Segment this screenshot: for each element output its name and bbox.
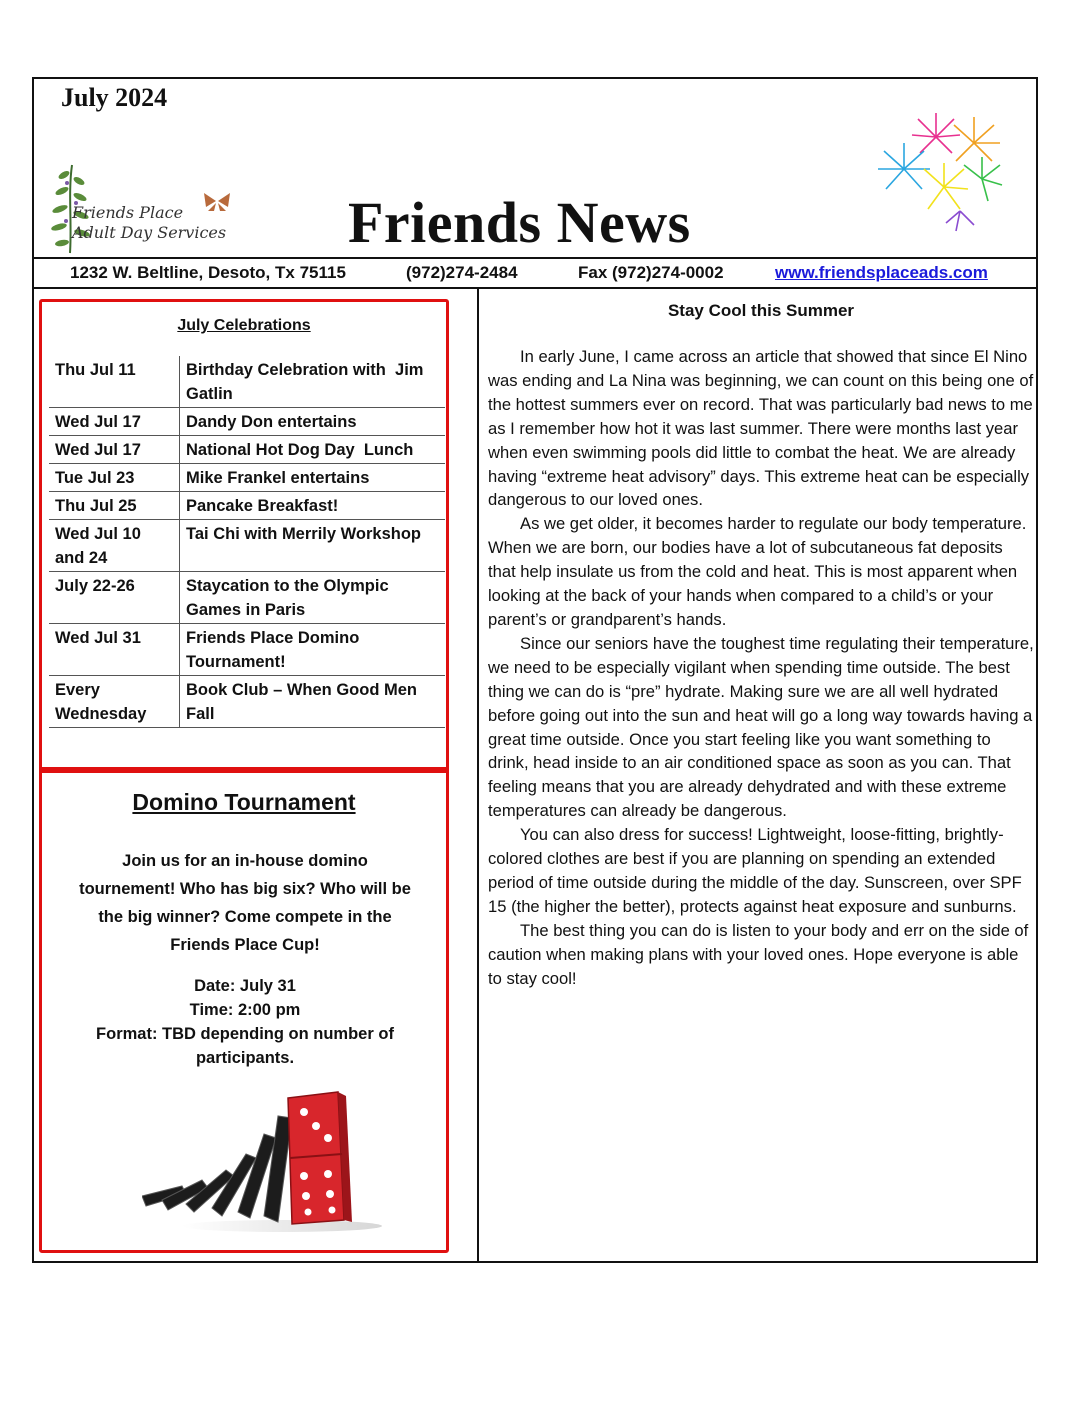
article-paragraph: In early June, I came across an article that showed that since El Nino was ending and La Nina was beginning, we can count on this being one of the hottest summers ever on record. That was particularly bad news to me as I remember how hot it was last summer. There were months last year when even swimming pools did little to combat the heat. We are already having “extreme heat advisory” days. This extreme heat can be especially dangerous to our loved ones. — [488, 347, 1034, 510]
article — [488, 301, 1034, 990]
table-row — [49, 464, 445, 492]
address-text: 1232 W. Beltline, Desoto, Tx 75115 — [70, 263, 346, 282]
celebrations-box — [39, 299, 449, 773]
website-link[interactable]: www.friendsplaceads.com — [775, 263, 988, 282]
domino-description: Join us for an in-house domino tournement! Who has big six? Who will be the big winner? Come compete in the Friends Place Cup! — [79, 852, 411, 954]
event-name: Staycation to the Olympic Games in Paris — [180, 572, 446, 624]
table-row — [49, 520, 445, 572]
event-name: Tai Chi with Merrily Workshop — [180, 520, 446, 572]
domino-format: Format: TBD depending on number of participants. — [96, 1025, 394, 1067]
domino-details — [52, 974, 438, 1070]
domino-time: Time: 2:00 pm — [189, 1001, 301, 1019]
masthead — [34, 79, 1036, 257]
newsletter-frame — [32, 77, 1038, 1263]
article-paragraph: You can also dress for success! Lightweight, loose-fitting, brightly-colored clothes are best if you are planning on spending an extended period of time outside during the middle of the day. Sunscreen, over SPF 15 (the higher the better), protects against heat exposure and sunburns. — [488, 825, 1022, 916]
event-date: Every Wednesday — [49, 676, 180, 728]
table-row — [49, 676, 445, 728]
issue-month: July 2024 — [61, 83, 168, 112]
table-row — [49, 356, 445, 408]
event-date: Wed Jul 17 — [49, 408, 180, 436]
event-date: Tue Jul 23 — [49, 464, 180, 492]
falling-dominoes-image — [142, 1088, 382, 1236]
event-name: Pancake Breakfast! — [180, 492, 446, 520]
event-name: National Hot Dog Day Lunch — [180, 436, 446, 464]
logo-line-2: Adult Day Services — [72, 223, 227, 242]
article-body — [488, 345, 1034, 990]
event-name: Dandy Don entertains — [180, 408, 446, 436]
table-row — [49, 436, 445, 464]
event-date: Wed Jul 10 and 24 — [49, 520, 180, 572]
domino-tournament-box — [39, 767, 449, 1253]
event-name: Friends Place Domino Tournament! — [180, 624, 446, 676]
article-paragraph: As we get older, it becomes harder to regulate our body temperature. When we are born, our bodies have a lot of subcutaneous fat deposits that help insulate us from the cold and heat. This is most apparent when looking at the back of your hands when compared to a child’s or your parent’s or grandparent’s hands. — [488, 514, 1027, 629]
table-row — [49, 572, 445, 624]
table-row — [49, 492, 445, 520]
event-name: Mike Frankel entertains — [180, 464, 446, 492]
fireworks-icon — [870, 107, 1010, 247]
table-row — [49, 408, 445, 436]
logo-text — [72, 203, 226, 243]
event-name: Birthday Celebration with Jim Gatlin — [180, 356, 446, 408]
contact-bar — [34, 257, 1036, 289]
article-title: Stay Cool this Summer — [667, 301, 855, 320]
table-row — [49, 624, 445, 676]
logo-line-1: Friends Place — [72, 203, 184, 222]
domino-date: Date: July 31 — [194, 977, 296, 995]
domino-title: Domino Tournament — [132, 789, 356, 815]
event-name: Book Club – When Good Men Fall — [180, 676, 446, 728]
newsletter-title: Friends News — [348, 190, 691, 255]
celebrations-title: July Celebrations — [177, 317, 311, 334]
phone-text: (972)274-2484 — [406, 263, 518, 282]
fax-text: Fax (972)274-0002 — [578, 263, 724, 282]
celebrations-table — [49, 356, 445, 728]
event-date: Wed Jul 31 — [49, 624, 180, 676]
column-divider — [477, 289, 479, 1263]
event-date: Thu Jul 25 — [49, 492, 180, 520]
event-date: Thu Jul 11 — [49, 356, 180, 408]
event-date: Wed Jul 17 — [49, 436, 180, 464]
article-paragraph: The best thing you can do is listen to your body and err on the side of caution when making plans with your loved ones. Hope everyone is able to stay cool! — [488, 920, 1029, 988]
event-date: July 22-26 — [49, 572, 180, 624]
article-paragraph: Since our seniors have the toughest time regulating their temperature, we need to be especially vigilant when spending time outside. The best thing we can do is “pre” hydrate. Making sure we are all well hydrated before going out into the sun and heat will go a long way towards having a great time outside. Once you start feeling like you want something to drink, head inside to an air conditioned space as soon as you can. That feeling means that you are already dehydrated and with these extreme temperatures can already be dangerous. — [488, 633, 1034, 821]
